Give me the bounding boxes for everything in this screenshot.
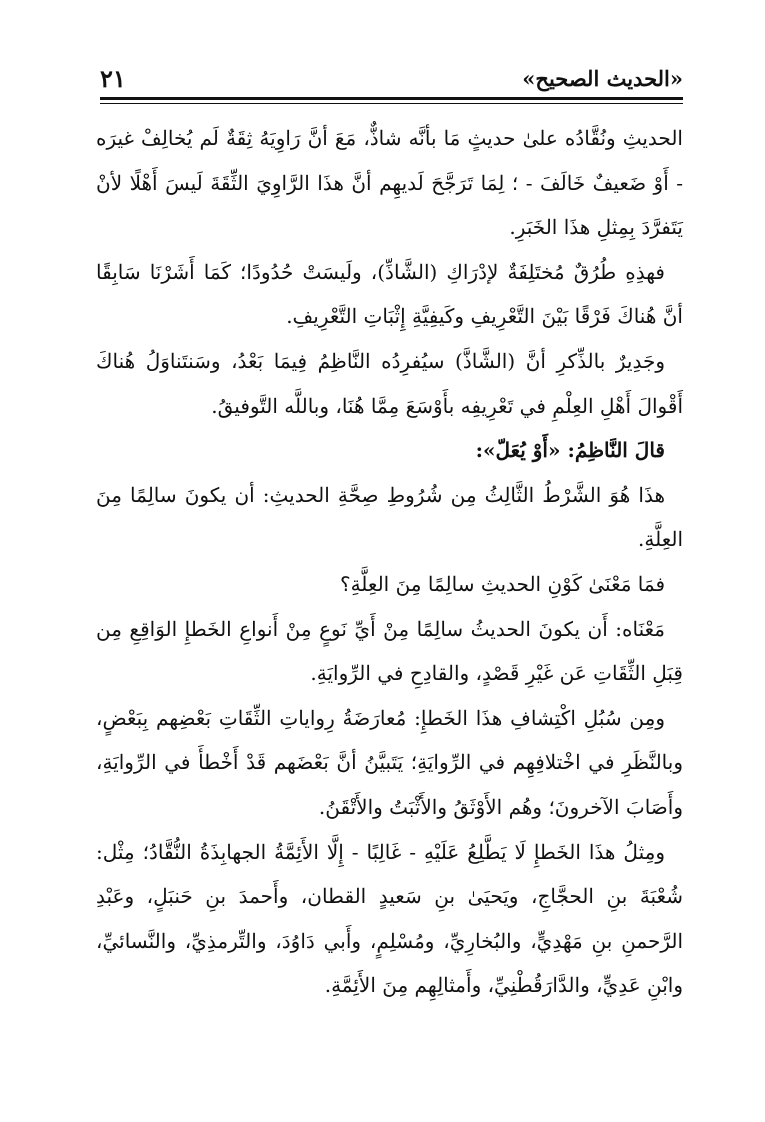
paragraph: مَعْنَاه: أَن يكونَ الحديثُ سالِمًا مِنْ أَيِّ نَوعٍ مِنْ أَنواعِ الخَطإِ الوَاقِعِ مِن قِبَلِ الثِّقَاتِ عَن غَيْرِ قَصْدٍ، والقادِحِ في الرِّوايَةِ. [96, 616, 683, 686]
page-number: ٢١ [100, 63, 126, 93]
body-text [96, 116, 683, 1008]
paragraph: ومِن سُبُلِ اكْتِشافِ هذَا الخَطإِ: مُعارَضَةُ رِواياتِ الثِّقَاتِ بَعْضِهم بِبَعْضٍ، وبالنَّظَرِ في اخْتلافِهِم في الرِّوايَةِ؛ يَتَبيَّنُ أنَّ بَعْضَهم قَدْ أَخْطأَ في الرِّوايَةِ، وأَصَابَ الآخرونَ؛ وهُم الأَوْثَقُ والأَثْبَتُ والأَتْقَنُ. [96, 705, 683, 819]
paragraph: الحديثِ ونُقَّادُه علىٰ حديثٍ مَا بأنَّه شاذٌّ، مَعَ أنَّ رَاوِيَهُ ثِقَةٌ لَم يُخالِفْ غيرَه - أَوْ ضَعيفٌ خَالَفَ - ؛ لِمَا تَرَجَّحَ لَديهِم أنَّ هذَا الرَّاوِيَ الثِّقَةَ لَيسَ أَهْلًا لأنْ يَتَفرَّدَ بِمِثلِ هذَا الخَبَرِ. [96, 126, 683, 240]
paragraph: هذَا هُوَ الشَّرْطُ الثَّالِثُ مِن شُرُوطِ صِحَّةِ الحديثِ: أن يكونَ سالِمًا مِنَ العِلَّةِ. [96, 482, 683, 552]
header-rule-thin [100, 103, 683, 104]
paragraph: وجَدِيرٌ بالذِّكرِ أنَّ (الشَّاذَّ) سيُفرِدُه النَّاظِمُ فِيمَا بَعْدُ، وسَنتَناوَلُ هُناكَ أَقْوالَ أَهْلِ العِلْمِ في تَعْرِيفِه بأَوْسَعَ مِمَّا هُنَا، وباللَّه التَّوفيقُ. [96, 348, 683, 418]
page-header [100, 58, 683, 98]
running-title: «الحديث الصحيح» [522, 65, 683, 91]
paragraph: فهذِهِ طُرُقٌ مُختَلِفَةٌ لإدْرَاكِ (الشَّاذِّ)، ولَيسَتْ حُدُودًا؛ كَمَا أَشَرْنَا سَابِقًا أنَّ هُناكَ فَرْقًا بَيْنَ التَّعْرِيفِ وكَيفِيَّةِ إِثْبَاتِ التَّعْرِيفِ. [96, 259, 683, 329]
header-rule-thick [100, 97, 683, 100]
paragraph: فمَا مَعْنَىٰ كَوْنِ الحديثِ سالِمًا مِنَ العِلَّةِ؟ [339, 571, 665, 596]
section-heading: قالَ النَّاظِمُ: «أَوْ يُعَلّ»: [475, 438, 665, 463]
paragraph: ومِثلُ هذَا الخَطإِ لَا يَطَّلِعُ عَلَيْهِ - غَالِبًا - إِلَّا الأَئِمَّةُ الجهابِذَةُ النُّقَّادُ؛ مِثْل: شُعْبَةَ بنِ الحجَّاجِ، ويَحيَىٰ بنِ سَعيدٍ القطان، وأَحمدَ بنِ حَنبَلٍ، وعَبْدِ الرَّحمنِ بنِ مَهْدِيٍّ، والبُخارِيِّ، ومُسْلِمٍ، وأَبي دَاوُدَ، والتِّرمذِيِّ، والنَّسائيِّ، وابْنِ عَدِيٍّ، والدَّارَقُطْنِيِّ، وأَمثالِهِم مِنَ الأَئِمَّةِ. [96, 839, 683, 998]
